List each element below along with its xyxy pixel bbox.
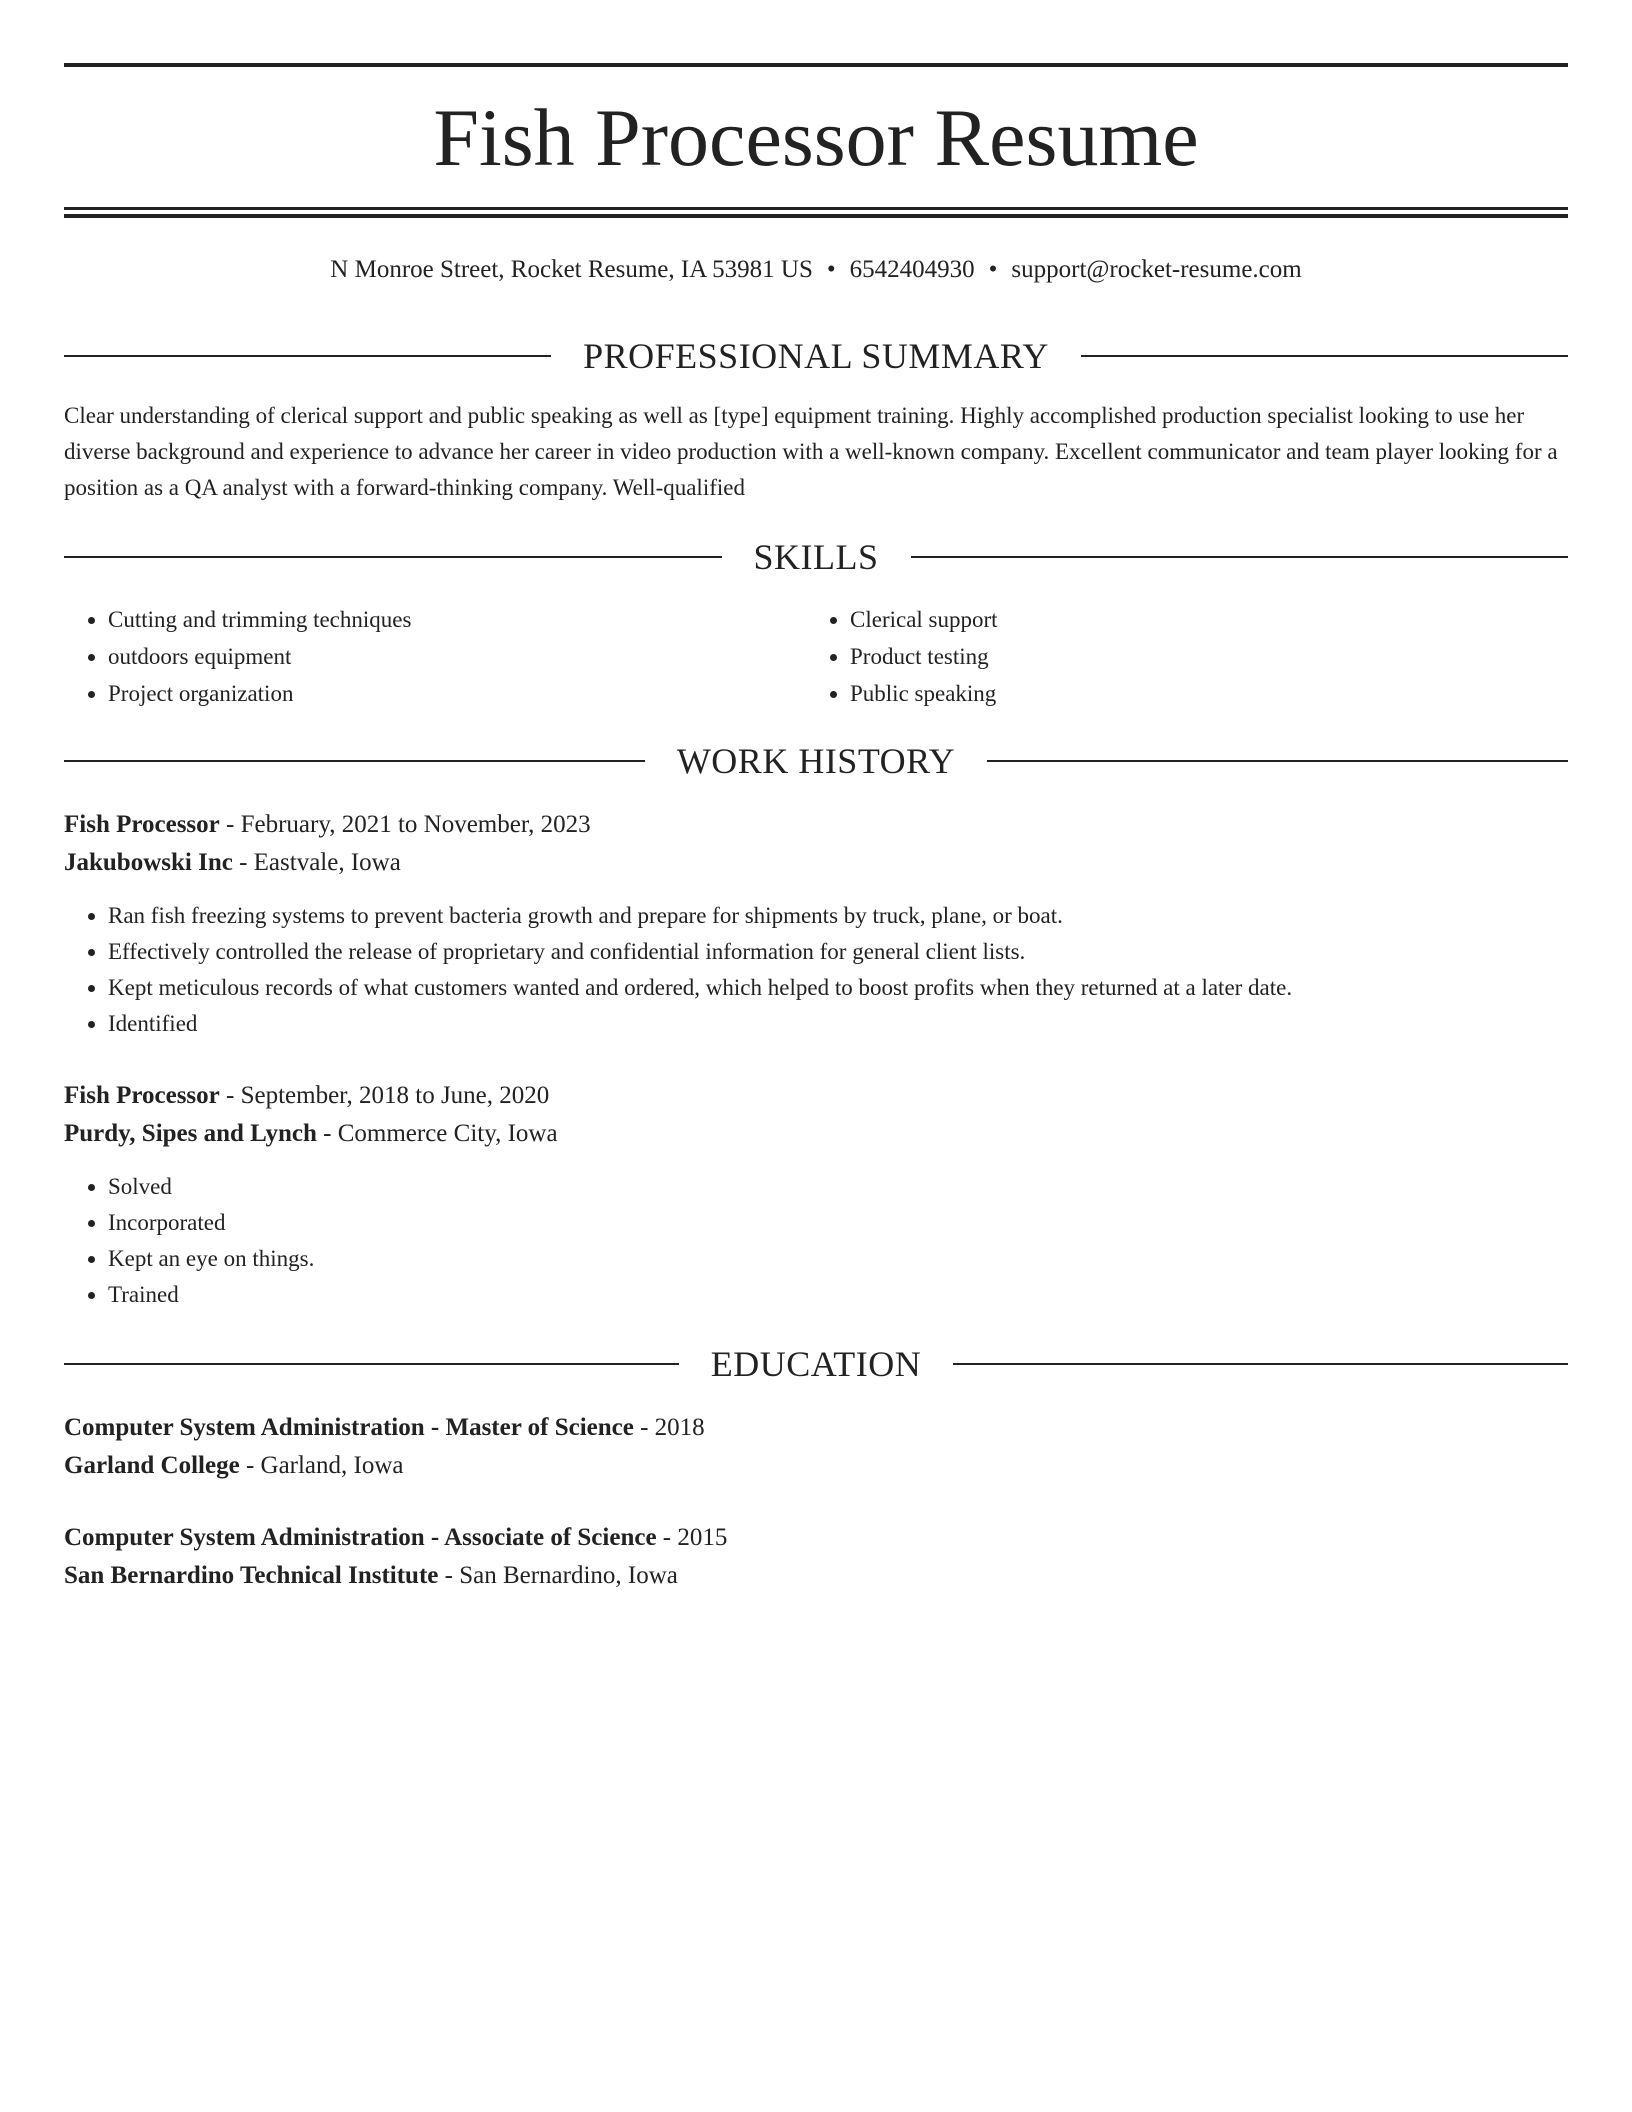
page-title: Fish Processor Resume bbox=[433, 92, 1199, 183]
contact-address: N Monroe Street, Rocket Resume, IA 53981 US bbox=[330, 256, 813, 283]
job-dates: - September, 2018 to June, 2020 bbox=[219, 1082, 550, 1109]
skill-item: • outdoors equipment bbox=[108, 638, 806, 675]
skills-heading: SKILLS bbox=[753, 537, 879, 577]
school-line bbox=[64, 1557, 1568, 1595]
divider bbox=[64, 1363, 679, 1365]
work-entry bbox=[64, 806, 1568, 1042]
degree-name: Computer System Administration - Master of Science bbox=[64, 1414, 634, 1441]
job-company: Jakubowski Inc bbox=[64, 849, 233, 876]
summary-section-header bbox=[64, 331, 1568, 381]
contact-email[interactable]: support@rocket-resume.com bbox=[1011, 256, 1302, 283]
top-rule bbox=[64, 63, 1568, 67]
job-role: Fish Processor bbox=[64, 811, 220, 838]
skills-column-left bbox=[64, 601, 806, 712]
skills-list bbox=[64, 601, 1568, 712]
job-location: - Commerce City, Iowa bbox=[316, 1120, 558, 1147]
divider bbox=[953, 1363, 1568, 1365]
job-company-line bbox=[64, 844, 1568, 882]
degree-name: Computer System Administration - Associate of Science bbox=[64, 1524, 657, 1551]
education-entry bbox=[64, 1409, 1568, 1485]
summary-heading: PROFESSIONAL SUMMARY bbox=[583, 336, 1049, 376]
job-role: Fish Processor bbox=[64, 1082, 220, 1109]
education-heading: EDUCATION bbox=[710, 1344, 922, 1384]
title-double-rule bbox=[64, 207, 1568, 218]
contact-separator: • bbox=[988, 256, 998, 283]
divider bbox=[911, 556, 1569, 558]
job-dates: - February, 2021 to November, 2023 bbox=[219, 811, 591, 838]
work-heading: WORK HISTORY bbox=[676, 741, 956, 781]
degree-line bbox=[64, 1409, 1568, 1447]
divider bbox=[64, 760, 645, 762]
job-company: Purdy, Sipes and Lynch bbox=[64, 1120, 317, 1147]
job-title-line bbox=[64, 1077, 1568, 1115]
skill-item: • Project organization bbox=[108, 675, 806, 712]
job-bullets bbox=[64, 898, 1568, 1042]
job-location: - Eastvale, Iowa bbox=[232, 849, 401, 876]
job-bullet: • Effectively controlled the release of proprietary and confidential information for general client lists. bbox=[108, 934, 1568, 970]
contact-line bbox=[64, 252, 1568, 288]
school-line bbox=[64, 1447, 1568, 1485]
job-title-line bbox=[64, 806, 1568, 844]
job-bullet: • Identified bbox=[108, 1006, 1568, 1042]
degree-year: - 2018 bbox=[633, 1414, 705, 1441]
school-name: San Bernardino Technical Institute bbox=[64, 1562, 439, 1589]
work-section-header bbox=[64, 736, 1568, 786]
skill-item: • Cutting and trimming techniques bbox=[108, 601, 806, 638]
skill-item: • Public speaking bbox=[850, 675, 1548, 712]
contact-separator: • bbox=[826, 256, 836, 283]
school-name: Garland College bbox=[64, 1452, 240, 1479]
divider bbox=[1081, 355, 1568, 357]
education-entry bbox=[64, 1519, 1568, 1595]
skills-column-right bbox=[806, 601, 1548, 712]
job-bullet: • Ran fish freezing systems to prevent bacteria growth and prepare for shipments by truck, plane, or boat. bbox=[108, 898, 1568, 934]
job-bullet: • Kept an eye on things. bbox=[108, 1241, 1568, 1277]
skill-item: • Product testing bbox=[850, 638, 1548, 675]
skill-item: • Clerical support bbox=[850, 601, 1548, 638]
school-location: - Garland, Iowa bbox=[239, 1452, 404, 1479]
job-bullet: • Trained bbox=[108, 1277, 1568, 1313]
job-bullet: • Solved bbox=[108, 1169, 1568, 1205]
summary-text: Clear understanding of clerical support and public speaking as well as [type] equipment training. Highly accomplished production specialist looking to use her diverse background and experience to advance her career in video production with a well-known company. Excellent communicator and team player looking for a position as a QA analyst with a forward-thinking company. Well-qualified bbox=[64, 403, 1558, 500]
school-location: - San Bernardino, Iowa bbox=[438, 1562, 678, 1589]
job-bullets bbox=[64, 1169, 1568, 1313]
job-company-line bbox=[64, 1115, 1568, 1153]
divider bbox=[64, 556, 722, 558]
degree-year: - 2015 bbox=[656, 1524, 728, 1551]
divider bbox=[64, 355, 551, 357]
contact-phone: 6542404930 bbox=[849, 256, 975, 283]
job-bullet: • Incorporated bbox=[108, 1205, 1568, 1241]
work-entry bbox=[64, 1077, 1568, 1313]
job-bullet: • Kept meticulous records of what customers wanted and ordered, which helped to boost profits when they returned at a later date. bbox=[108, 970, 1568, 1006]
degree-line bbox=[64, 1519, 1568, 1557]
education-section-header bbox=[64, 1339, 1568, 1389]
divider bbox=[987, 760, 1568, 762]
skills-section-header bbox=[64, 532, 1568, 582]
